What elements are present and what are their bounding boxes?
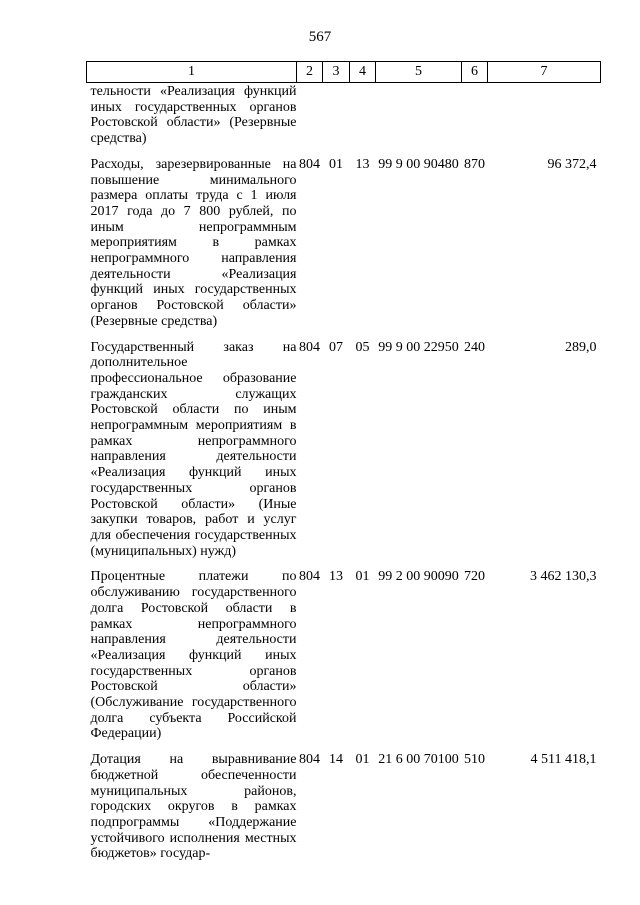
- table-row: [87, 742, 601, 862]
- cell-col2: 804: [299, 339, 320, 355]
- cell-col2: 804: [299, 569, 320, 585]
- cell-col5: [376, 83, 462, 147]
- cell-col3: 14: [329, 752, 343, 768]
- cell-col4: [350, 83, 376, 147]
- table-row: [87, 330, 601, 560]
- column-header: 5: [376, 62, 462, 83]
- cell-col6: 240: [464, 339, 485, 355]
- cell-col6: [462, 83, 488, 147]
- table-header-row: [87, 62, 601, 83]
- cell-col4: 01: [355, 752, 370, 768]
- cell-col6: 870: [464, 156, 485, 172]
- cell-col5: 99 9 00 22950: [378, 339, 459, 355]
- cell-col5: 99 9 00 90480: [378, 156, 459, 172]
- column-header: 1: [87, 62, 297, 83]
- budget-table: [86, 61, 601, 862]
- cell-col4: 05: [355, 339, 370, 355]
- cell-col3: 01: [329, 156, 343, 172]
- cell-col2: [297, 83, 323, 147]
- column-header: 7: [488, 62, 601, 83]
- row-description: тельности «Реализация функций иных государственных органов Ростовской области» (Резервные средства): [90, 84, 297, 147]
- cell-col2: 804: [299, 156, 320, 172]
- cell-col5: 99 2 00 90090: [378, 569, 459, 585]
- page-number: 567: [308, 29, 332, 45]
- cell-col2: 804: [299, 752, 320, 768]
- cell-col3: 13: [329, 569, 343, 585]
- cell-col7: 3 462 130,3: [530, 569, 597, 585]
- cell-col6: 720: [464, 569, 485, 585]
- cell-col3: [323, 83, 350, 147]
- row-description: Государственный заказ на дополнительное профессиональное образование гражданских служащих Ростовской области по иным непрограммным мероприятиям в рамках непрограммного направления деятельности «Реализация функций иных государственных органов Ростовской области» (Иные закупки товаров, работ и услуг для обеспечения государственных (муниципальных) нужд): [90, 339, 297, 559]
- cell-col3: 07: [329, 339, 343, 355]
- column-header: 3: [323, 62, 350, 83]
- column-header: 2: [297, 62, 323, 83]
- row-description: Расходы, зарезервированные на повышение минимального размера оплаты труда с 1 июля 2017 года до 7 800 рублей, по иным непрограммным мероприятиям в рамках непрограммного направления деятельности «Реализация функций иных государственных органов Ростовской области» (Резервные средства): [90, 156, 297, 329]
- cell-col7: 4 511 418,1: [530, 752, 597, 768]
- table-row: [87, 83, 601, 147]
- column-header: 6: [462, 62, 488, 83]
- cell-col7: 289,0: [565, 339, 597, 355]
- table-row: [87, 559, 601, 742]
- cell-col7: 96 372,4: [547, 156, 597, 172]
- table-row: [87, 147, 601, 330]
- cell-col6: 510: [464, 752, 485, 768]
- cell-col7: [488, 83, 601, 147]
- cell-col4: 13: [355, 156, 370, 172]
- row-description: Процентные платежи по обслуживанию государственного долга Ростовской области в рамках непрограммного направления деятельности «Реализация функций иных государственных органов Ростовской области» (Обслуживание государственного долга субъекта Российской Федерации): [90, 569, 297, 742]
- cell-col4: 01: [355, 569, 370, 585]
- cell-col5: 21 6 00 70100: [378, 752, 459, 768]
- column-header: 4: [350, 62, 376, 83]
- row-description: Дотация на выравнивание бюджетной обеспеченности муниципальных районов, городских округов в рамках подпрограммы «Поддержание устойчивого исполнения местных бюджетов» государ-: [90, 752, 297, 862]
